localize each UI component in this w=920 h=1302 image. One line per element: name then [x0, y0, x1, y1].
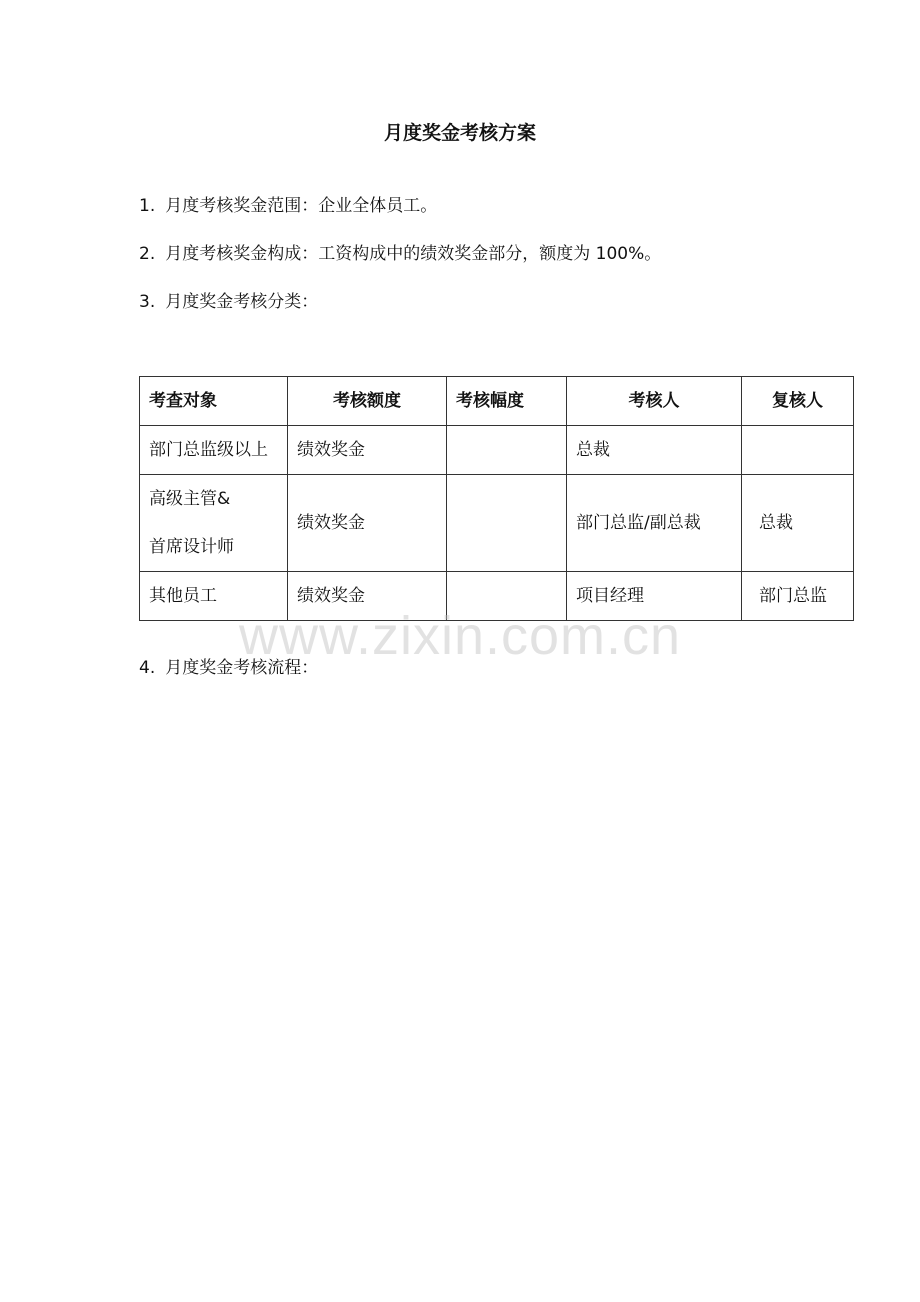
- table-header-target: 考查对象: [140, 377, 288, 426]
- list-item-text: 月度考核奖金范围：企业全体员工。: [165, 196, 438, 216]
- list-item-number: 2.: [139, 244, 156, 264]
- cell-amount: 绩效奖金: [288, 572, 447, 621]
- table-header-reviewer: 复核人: [742, 377, 854, 426]
- cell-range: [447, 572, 567, 621]
- table-header-assessor: 考核人: [567, 377, 742, 426]
- table-header-amount: 考核额度: [288, 377, 447, 426]
- cell-text: 首席设计师: [149, 537, 234, 557]
- cell-assessor: 项目经理: [567, 572, 742, 621]
- cell-amount: 绩效奖金: [288, 475, 447, 572]
- table-row: [140, 426, 854, 475]
- cell-amount: 绩效奖金: [288, 426, 447, 475]
- cell-target: [140, 426, 288, 475]
- list-item-number: 4.: [139, 658, 156, 678]
- cell-text: 高级主管&: [149, 489, 231, 509]
- watermark: www.zixin.com.cn: [238, 606, 682, 666]
- cell-range: [447, 475, 567, 572]
- list-item: [139, 194, 437, 218]
- list-item: [139, 242, 661, 266]
- page-title: 月度奖金考核方案: [383, 122, 536, 144]
- cell-range: [447, 426, 567, 475]
- table-row: [140, 572, 854, 621]
- cell-reviewer: 部门总监: [742, 572, 854, 621]
- classification-table: [139, 376, 854, 621]
- list-item-number: 1.: [139, 196, 156, 216]
- table-header-row: [140, 377, 854, 426]
- cell-reviewer: 总裁: [742, 475, 854, 572]
- cell-target: [140, 475, 288, 572]
- list-item: [139, 290, 318, 314]
- list-item: [139, 656, 318, 680]
- cell-assessor: 部门总监/副总裁: [567, 475, 742, 572]
- cell-assessor: 总裁: [567, 426, 742, 475]
- table-row: [140, 475, 854, 572]
- list-item-number: 3.: [139, 292, 156, 312]
- cell-reviewer: [742, 426, 854, 475]
- list-item-text: 月度考核奖金构成：工资构成中的绩效奖金部分，额度为 100%。: [165, 244, 662, 264]
- list-item-text: 月度奖金考核分类：: [165, 292, 319, 312]
- cell-text: 部门总监级以上: [149, 440, 268, 460]
- list-item-text: 月度奖金考核流程：: [165, 658, 319, 678]
- cell-target: [140, 572, 288, 621]
- cell-text: 其他员工: [149, 586, 217, 606]
- table-header-range: 考核幅度: [447, 377, 567, 426]
